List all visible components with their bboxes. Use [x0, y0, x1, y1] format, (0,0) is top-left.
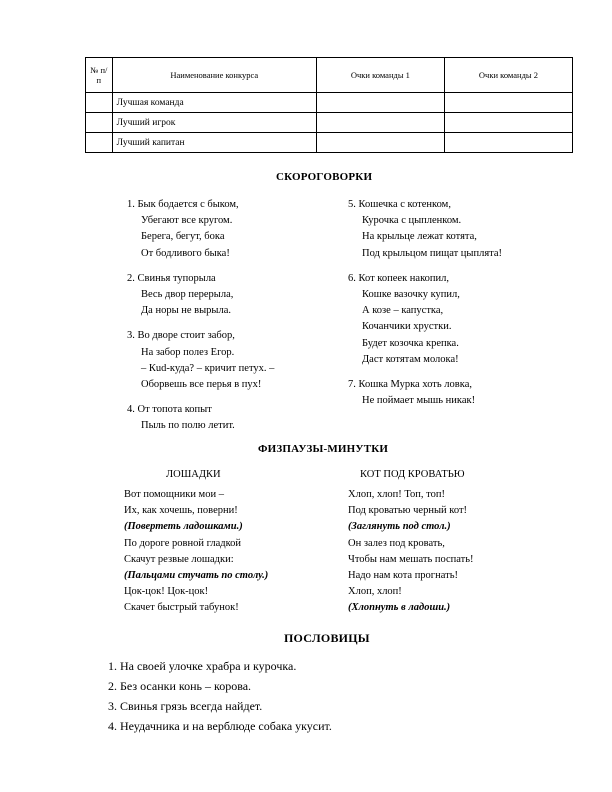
- horses-line: По дороге ровной гладкой: [124, 537, 242, 549]
- twister-5-line-1: 5. Кошечка с котенком,: [348, 199, 451, 210]
- twister-7-line-1: 7. Кошка Мурка хоть ловка,: [348, 379, 472, 391]
- cat-line: Надо нам кота прогнать!: [348, 570, 458, 582]
- cat-line: Он залез под кровать,: [348, 537, 445, 549]
- proverb-item: 1. На своей улочке храбра и курочка.: [108, 659, 297, 673]
- twister-3-line-2: На забор полез Егор.: [141, 346, 235, 358]
- cat-line: Чтобы нам мешать поспать!: [348, 553, 474, 565]
- twister-6-line-6: Даст котятам молока!: [362, 353, 459, 365]
- cat-instruction: (Заглянуть под стол.): [348, 521, 451, 533]
- twister-3-line-4: Оборвешь все перья в пух!: [141, 379, 262, 391]
- horses-line: Их, как хочешь, поверни!: [124, 505, 238, 517]
- horses-line: Цок-цок! Цок-цок!: [124, 586, 209, 598]
- twister-4-line-2: Пыль по полю летит.: [141, 420, 235, 432]
- table-row: [86, 133, 573, 153]
- proverb-item: 2. Без осанки конь – корова.: [108, 679, 252, 693]
- horses-line: Скачут резвые лошадки:: [124, 553, 234, 565]
- twister-6-line-5: Будет козочка крепка.: [362, 337, 459, 349]
- horses-line: Вот помощники мои –: [124, 489, 224, 500]
- twister-5-line-3: На крыльце лежат котята,: [362, 231, 477, 243]
- table-cell-team2: [444, 133, 572, 153]
- table-cell-team1: [316, 133, 444, 153]
- table-cell-team2: [444, 113, 572, 133]
- cat-line: Под кроватью черный кот!: [348, 505, 468, 517]
- table-row: [86, 93, 573, 113]
- twister-6-line-3: А козе – капустка,: [362, 305, 444, 317]
- table-cell-num: [86, 113, 113, 133]
- twister-6-line-4: Кочанчики хрустки.: [362, 321, 452, 333]
- table-cell-name: Лучший капитан: [112, 133, 316, 153]
- proverbs-title: ПОСЛОВИЦЫ: [284, 631, 370, 645]
- header-team2: Очки команды 2: [444, 58, 572, 93]
- table-cell-num: [86, 93, 113, 113]
- tongue-twisters-left-column: [127, 197, 274, 435]
- header-team1: Очки команды 1: [316, 58, 444, 93]
- table-cell-name: Лучшая команда: [112, 93, 316, 113]
- twister-6-line-1: 6. Кот копеек накопил,: [348, 272, 449, 284]
- table-cell-num: [86, 133, 113, 153]
- tongue-twisters-right-column: [348, 197, 502, 409]
- twister-6-line-2: Кошке вазочку купил,: [362, 289, 460, 301]
- table-row: [86, 113, 573, 133]
- cat-line: Хлоп, хлоп! Топ, топ!: [348, 489, 445, 500]
- horses-line: Скачет быстрый табунок!: [124, 602, 239, 614]
- proverb-item: 3. Свинья грязь всегда найдет.: [108, 699, 263, 713]
- twister-7-line-2: Не поймает мышь никак!: [362, 395, 476, 407]
- twister-3-line-3: – Кud-куда? – кричит петух. –: [141, 362, 275, 374]
- poem-horses: [124, 487, 268, 617]
- twister-1-line-3: Берега, бегут, бока: [141, 231, 225, 243]
- poem-cat: [348, 487, 474, 617]
- header-num: № п/п: [86, 58, 113, 93]
- twister-4-line-1: 4. От топота копыт: [127, 404, 212, 416]
- tongue-twisters-title: СКОРОГОВОРКИ: [276, 171, 373, 183]
- proverbs-list: [108, 656, 332, 736]
- twister-1-line-1: 1. Бык бодается с быком,: [127, 199, 239, 210]
- physical-breaks-title: ФИЗПАУЗЫ-МИНУТКИ: [258, 443, 389, 455]
- score-table: [85, 57, 573, 153]
- twister-2-line-3: Да норы не вырыла.: [141, 305, 231, 317]
- twister-5-line-2: Курочка с цыпленком.: [362, 215, 462, 227]
- twister-1-line-4: От бодливого быка!: [141, 247, 230, 259]
- twister-1-line-2: Убегают все кругом.: [141, 215, 233, 227]
- table-cell-team2: [444, 93, 572, 113]
- horses-instruction: (Повертеть ладошками.): [124, 521, 243, 533]
- poem-cat-title: КОТ ПОД КРОВАТЬЮ: [360, 469, 465, 480]
- table-cell-name: Лучший игрок: [112, 113, 316, 133]
- twister-2-line-2: Весь двор перерыла,: [141, 289, 234, 301]
- header-name: Наименование конкурса: [112, 58, 316, 93]
- horses-instruction: (Пальцами стучать по столу.): [124, 570, 269, 582]
- twister-5-line-4: Под крыльцом пищат цыплята!: [362, 247, 503, 259]
- cat-instruction: (Хлопнуть в ладоши.): [348, 602, 451, 614]
- twister-3-line-1: 3. Во дворе стоит забор,: [127, 330, 235, 342]
- poem-horses-title: ЛОШАДКИ: [166, 469, 221, 480]
- proverb-item: 4. Неудачника и на верблюде собака укусит.: [108, 719, 332, 733]
- table-cell-team1: [316, 113, 444, 133]
- table-header-row: [86, 58, 573, 93]
- cat-line: Хлоп, хлоп!: [348, 586, 402, 598]
- table-cell-team1: [316, 93, 444, 113]
- twister-2-line-1: 2. Свинья тупорыла: [127, 272, 216, 284]
